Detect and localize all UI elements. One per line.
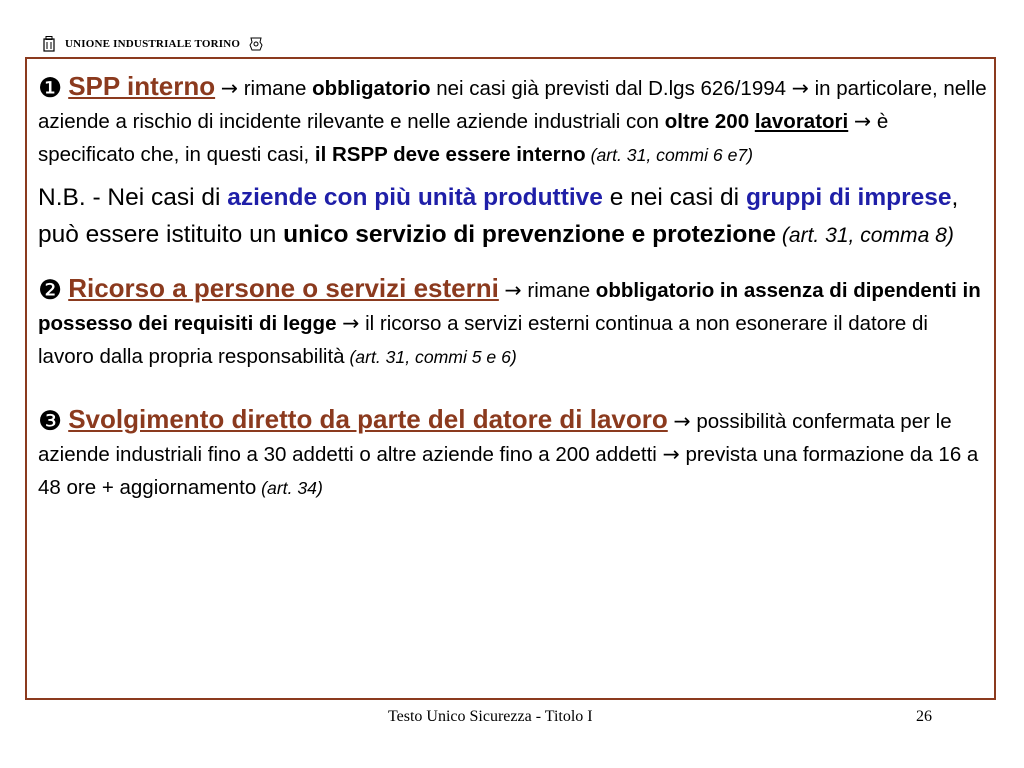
building-logo-icon	[42, 36, 56, 52]
text: e nei casi di	[602, 184, 746, 211]
text: possibilità confermata per le aziende industriali fino a 30 addetti o altre aziende fino a 200 addetti	[38, 410, 952, 466]
text: è specificato che, in questi casi,	[38, 110, 889, 166]
footer-title: Testo Unico Sicurezza - Titolo I	[388, 708, 593, 725]
number-three-icon: ❸	[38, 406, 63, 437]
bold-text: obbligatorio	[312, 77, 431, 100]
text: il ricorso a servizi esterni continua a non esonerare il datore di lavoro dalla propria responsabilità	[38, 312, 928, 368]
text: N.B. - Nei casi di	[38, 184, 228, 211]
article-reference: (art. 31, commi 6 e7)	[585, 145, 754, 165]
bold-text: oltre 200	[664, 110, 755, 133]
text: rimane	[521, 279, 596, 302]
article-reference: (art. 31, comma 8)	[775, 224, 954, 247]
bold-underlined-text: lavoratori	[754, 110, 849, 133]
section-servizi-esterni	[38, 272, 988, 374]
highlighted-text: aziende con più unità produttive	[227, 184, 603, 211]
article-reference: (art. 31, commi 5 e 6)	[344, 347, 517, 367]
bold-text: il RSPP deve essere interno	[314, 143, 586, 166]
section-nb	[38, 179, 988, 254]
slide-content	[38, 70, 988, 505]
heading-spp-interno: SPP interno	[68, 71, 216, 101]
text: , può essere istituito un	[38, 184, 959, 248]
highlighted-text: gruppi di imprese	[745, 184, 952, 211]
text: in particolare, nelle aziende a rischio di incidente rilevante e nelle aziende industriali con	[38, 77, 987, 133]
arrow-icon: →	[342, 311, 360, 335]
article-reference: (art. 34)	[256, 478, 323, 498]
section-spp-interno	[38, 70, 988, 172]
bold-text: unico servizio di prevenzione e protezione	[283, 221, 776, 248]
text: rimane	[238, 77, 313, 100]
number-two-icon: ❷	[38, 275, 63, 306]
heading-svolgimento-diretto: Svolgimento diretto da parte del datore di lavoro	[68, 404, 668, 434]
arrow-icon: →	[220, 76, 238, 100]
arrow-icon: →	[853, 109, 872, 133]
text: nei casi già previsti dal D.lgs 626/1994	[430, 77, 792, 100]
text: prevista una formazione da 16 a 48 ore + aggiornamento	[38, 443, 979, 499]
arrow-icon: →	[673, 409, 691, 433]
arrow-icon: →	[504, 278, 522, 302]
slide-header	[42, 34, 264, 54]
organization-name: UNIONE INDUSTRIALE TORINO	[65, 38, 241, 50]
arrow-icon: →	[791, 76, 809, 100]
emblem-icon	[248, 36, 264, 52]
heading-servizi-esterni: Ricorso a persone o servizi esterni	[68, 273, 499, 303]
number-one-icon: ❶	[38, 73, 63, 104]
bold-text: obbligatorio in assenza di dipendenti in possesso dei requisiti di legge	[38, 279, 981, 335]
page-number: 26	[916, 708, 932, 725]
arrow-icon: →	[662, 442, 680, 466]
section-svolgimento-diretto	[38, 403, 988, 505]
